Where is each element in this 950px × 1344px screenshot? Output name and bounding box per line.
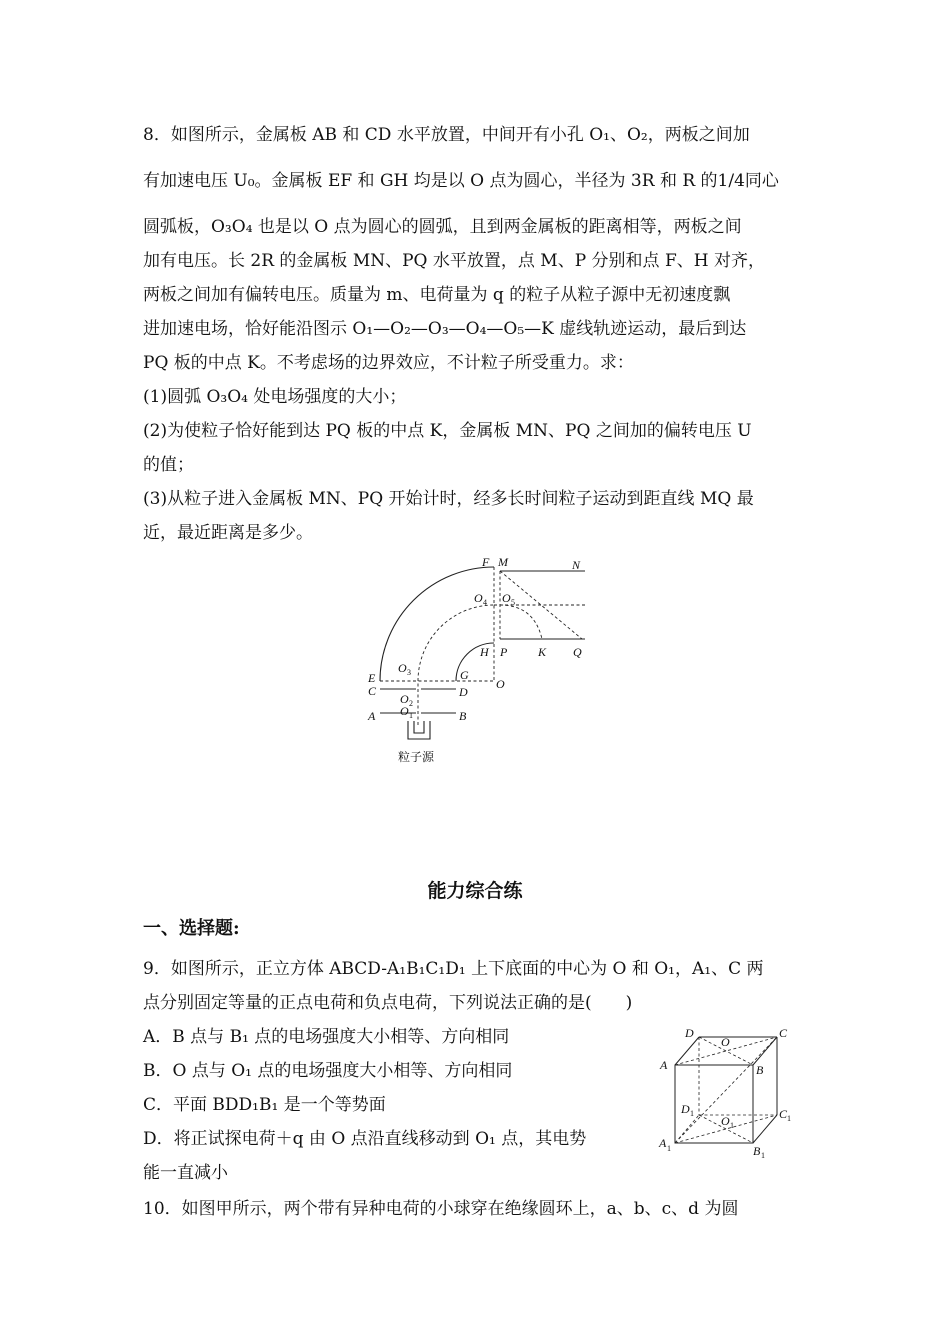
cube-label-C: C	[779, 1026, 788, 1040]
label-O4-sub: 4	[483, 598, 487, 607]
q8-line: 加有电压。长 2R 的金属板 MN、PQ 水平放置，点 M、P 分别和点 F、H 对齐，	[143, 251, 765, 271]
label-O2: O	[400, 692, 409, 706]
label-O5-sub: 5	[511, 598, 515, 607]
label-P: P	[500, 645, 508, 659]
label-O1-sub: 1	[409, 711, 413, 720]
label-O5: O	[502, 591, 511, 605]
q9-option-b[interactable]: B．O 点与 O₁ 点的电场强度大小相等、方向相同	[143, 1061, 513, 1081]
label-F: F	[482, 555, 490, 569]
q8-figure	[360, 555, 600, 770]
q9-option-d[interactable]: D．将正试探电荷＋q 由 O 点沿直线移动到 O₁ 点，其电势	[143, 1129, 587, 1149]
q8-line: PQ 板的中点 K。不考虑场的边界效应，不计粒子所受重力。求：	[143, 353, 634, 373]
q8-line: 两板之间加有偏转电压。质量为 m、电荷量为 q 的粒子从粒子源中无初速度飘	[143, 285, 731, 305]
cube-label-A: A	[660, 1058, 668, 1072]
cube-label-B1-sub: 1	[761, 1151, 765, 1160]
q8-line: 圆弧板，O₃O₄ 也是以 O 点为圆心的圆弧，且到两金属板的距离相等，两板之间	[143, 217, 742, 237]
q8-line: 近，最近距离是多少。	[143, 523, 313, 543]
section-title: 一、选择题:	[143, 918, 240, 939]
label-M: M	[498, 555, 508, 569]
q8-line-text: 有加速电压 U₀。金属板 EF 和 GH 均是以 O 点为圆心，半径为 3R 和 R 的1/4同心	[143, 171, 779, 191]
label-O: O	[496, 677, 505, 691]
label-O1: O	[400, 704, 409, 718]
q9-cube-figure	[655, 1025, 795, 1160]
label-particle-source: 粒子源	[398, 750, 435, 764]
question-8	[143, 118, 813, 550]
q8-subquestion-3: (3)从粒子进入金属板 MN、PQ 开始计时，经多长时间粒子运动到距直线 MQ 最	[143, 489, 754, 509]
cube-label-D1: D	[681, 1102, 690, 1116]
q8-line	[143, 152, 813, 210]
label-O3-sub: 3	[407, 668, 411, 677]
arc-O3O4	[418, 605, 494, 681]
section-heading: 能力综合练	[427, 880, 523, 902]
label-C: C	[368, 684, 377, 698]
particle-source	[408, 721, 430, 739]
q9-stem-line: 9．如图所示，正立方体 ABCD-A₁B₁C₁D₁ 上下底面的中心为 O 和 O₁，A₁、C 两	[143, 959, 764, 979]
label-A: A	[368, 709, 376, 723]
trajectory-O5-K	[500, 605, 542, 639]
q8-line: 8．如图所示，金属板 AB 和 CD 水平放置，中间开有小孔 O₁、O₂，两板之间加	[143, 125, 750, 145]
cube-label-D1-sub: 1	[690, 1109, 694, 1118]
label-G: G	[460, 668, 469, 682]
label-B: B	[459, 709, 467, 723]
q10-line: 10．如图甲所示，两个带有异种电荷的小球穿在绝缘圆环上，a、b、c、d 为圆	[143, 1199, 739, 1219]
label-H: H	[480, 645, 489, 659]
cube-label-D: D	[685, 1026, 694, 1040]
cube-label-C1-sub: 1	[787, 1114, 791, 1123]
label-Q: Q	[573, 645, 582, 659]
q8-subquestion-1: (1)圆弧 O₃O₄ 处电场强度的大小；	[143, 387, 407, 407]
cube-label-O1: O	[721, 1114, 730, 1128]
label-N: N	[572, 558, 581, 572]
question-10	[143, 1192, 813, 1226]
cube-label-B: B	[756, 1063, 764, 1077]
q8-line: 进加速电场，恰好能沿图示 O₁—O₂—O₃—O₄—O₅—K 虚线轨迹运动，最后到达	[143, 319, 747, 339]
q8-subquestion-2: (2)为使粒子恰好能到达 PQ 板的中点 K，金属板 MN、PQ 之间加的偏转电压 U	[143, 421, 752, 441]
cube-label-A1: A	[659, 1136, 667, 1150]
cube-label-O1-sub: 1	[730, 1121, 734, 1130]
cube-label-C1: C	[779, 1107, 788, 1121]
cube-label-A1-sub: 1	[667, 1144, 671, 1153]
label-O2-sub: 2	[409, 699, 413, 708]
label-K: K	[538, 645, 547, 659]
q9-option-c[interactable]: C．平面 BDD₁B₁ 是一个等势面	[143, 1095, 386, 1115]
q9-option-d-continued: 能一直减小	[143, 1163, 228, 1183]
label-D: D	[459, 685, 468, 699]
q9-stem-line: 点分别固定等量的正点电荷和负点电荷，下列说法正确的是( )	[143, 993, 633, 1013]
cube-label-O: O	[721, 1035, 730, 1049]
q8-line: 的值；	[143, 455, 194, 475]
q9-option-a[interactable]: A．B 点与 B₁ 点的电场强度大小相等、方向相同	[143, 1027, 510, 1047]
cube-label-B1: B	[753, 1144, 761, 1158]
label-E: E	[368, 671, 376, 685]
label-O4: O	[474, 591, 483, 605]
label-O3: O	[398, 661, 407, 675]
